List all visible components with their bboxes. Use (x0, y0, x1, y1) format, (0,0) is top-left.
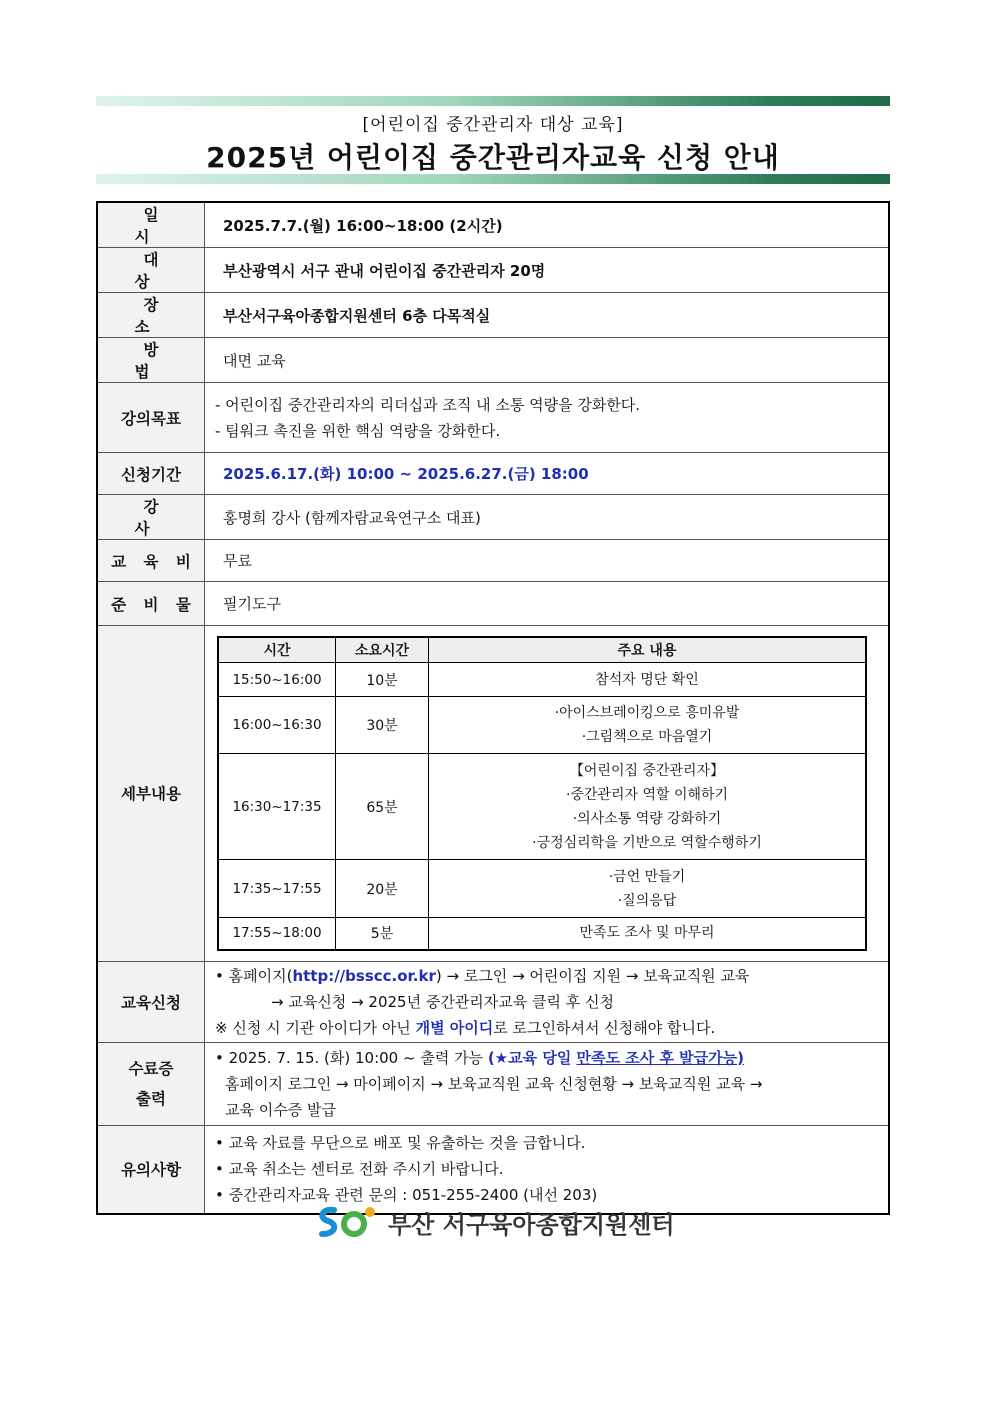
schedule-content-line: 【어린이집 중간관리자】 (569, 762, 725, 779)
label-goal: 강의목표 (97, 383, 205, 453)
schedule-content-line: ·아이스브레이킹으로 흥미유발 (554, 705, 740, 721)
schedule-duration: 5분 (336, 918, 429, 950)
schedule-header-time: 시간 (218, 637, 336, 663)
header-decoration-bar-bottom (96, 174, 890, 184)
schedule-time: 15:50~16:00 (218, 663, 336, 697)
document-subtitle: [어린이집 중간관리자 대상 교육] (362, 115, 624, 135)
label-apply: 교육신청 (97, 961, 205, 1042)
schedule-content-line: ·질의응답 (617, 892, 677, 909)
header-decoration-bar-top (96, 96, 890, 106)
value-apply (205, 961, 890, 1042)
label-notes: 유의사항 (97, 1125, 205, 1214)
schedule-content-line: 만족도 조사 및 마무리 (579, 925, 715, 942)
apply-highlight: 개별 아이디 (415, 1018, 494, 1037)
schedule-content-line: ·긍정심리학을 기반으로 역할수행하기 (532, 834, 762, 851)
row-method (97, 338, 889, 383)
schedule-header-duration: 소요시간 (336, 637, 429, 663)
schedule-row (218, 860, 866, 918)
row-certificate (97, 1042, 889, 1125)
schedule-time: 17:55~18:00 (218, 918, 336, 950)
schedule-duration: 30분 (336, 697, 429, 754)
row-fee (97, 540, 889, 582)
goal-line: - 팀워크 촉진을 위한 핵심 역량을 강화한다. (215, 421, 501, 440)
goal-line: - 어린이집 중간관리자의 리더십과 조직 내 소통 역량을 강화한다. (215, 395, 641, 414)
schedule-content (429, 754, 867, 860)
value-goal (205, 383, 890, 453)
certificate-line-2: 홈페이지 로그인 → 마이페이지 → 보육교직원 교육 신청현황 → 보육교직원 교육 → (225, 1074, 763, 1093)
value-date: 2025.7.7.(월) 16:00~18:00 (2시간) (205, 202, 890, 248)
row-notes (97, 1125, 889, 1214)
apply-line-3 (215, 1015, 888, 1041)
apply-line-3-suffix: 로 로그인하셔서 신청해야 합니다. (493, 1018, 716, 1037)
value-place: 부산서구육아종합지원센터 6층 다목적실 (205, 293, 890, 338)
row-lecturer (97, 495, 889, 540)
homepage-link[interactable]: http://bsscc.or.kr (292, 966, 436, 985)
value-lecturer: 홍명희 강사 (함께자람교육연구소 대표) (205, 495, 890, 540)
schedule-duration: 20분 (336, 860, 429, 918)
certificate-line-1 (215, 1045, 888, 1071)
schedule-table (217, 636, 867, 951)
footer-logo (316, 1203, 675, 1241)
label-certificate (97, 1042, 205, 1125)
footer-org-name: 부산 서구육아종합지원센터 (388, 1210, 675, 1239)
schedule-row (218, 663, 866, 697)
row-period (97, 453, 889, 495)
label-target: 대 상 (97, 248, 205, 293)
label-detail: 세부내용 (97, 626, 205, 962)
row-apply (97, 961, 889, 1042)
label-method: 방 법 (97, 338, 205, 383)
apply-line-1-suffix: ) → 로그인 → 어린이집 지원 → 보육교직원 교육 (435, 966, 750, 985)
info-table (96, 201, 890, 1215)
value-fee: 무료 (205, 540, 890, 582)
value-method: 대면 교육 (205, 338, 890, 383)
schedule-content-line: ·금언 만들기 (608, 868, 686, 885)
label-supplies: 준 비 물 (97, 582, 205, 626)
apply-line-1 (215, 963, 888, 989)
label-place: 장 소 (97, 293, 205, 338)
value-period: 2025.6.17.(화) 10:00 ~ 2025.6.27.(금) 18:00 (205, 453, 890, 495)
row-target (97, 248, 889, 293)
schedule-time: 16:30~17:35 (218, 754, 336, 860)
row-place (97, 293, 889, 338)
label-lecturer: 강 사 (97, 495, 205, 540)
label-certificate-line-1: 수료증 (128, 1059, 174, 1078)
center-logo-icon (316, 1204, 380, 1240)
schedule-row (218, 697, 866, 754)
value-detail (205, 626, 890, 962)
row-supplies (97, 582, 889, 626)
schedule-content (429, 663, 867, 697)
schedule-duration: 10분 (336, 663, 429, 697)
label-certificate-line-2: 출력 (136, 1089, 166, 1108)
schedule-time: 16:00~16:30 (218, 697, 336, 754)
value-certificate (205, 1042, 890, 1125)
certificate-line-3: 교육 이수증 발급 (225, 1100, 336, 1119)
label-fee: 교 육 비 (97, 540, 205, 582)
value-notes (205, 1125, 890, 1214)
notes-line: • 교육 취소는 센터로 전화 주시기 바랍니다. (215, 1160, 504, 1179)
label-date: 일 시 (97, 202, 205, 248)
schedule-content-line: 참석자 명단 확인 (595, 671, 699, 688)
row-date (97, 202, 889, 248)
apply-line-2: → 교육신청 → 2025년 중간관리자교육 클릭 후 신청 (271, 992, 615, 1011)
schedule-header-row (218, 637, 866, 663)
schedule-content-line: ·의사소통 역량 강화하기 (572, 810, 722, 827)
schedule-row (218, 918, 866, 950)
schedule-row (218, 754, 866, 860)
notes-line: • 교육 자료를 무단으로 배포 및 유출하는 것을 금합니다. (215, 1134, 586, 1153)
schedule-duration: 65분 (336, 754, 429, 860)
certificate-note-b: 만족도 조사 후 발급가능) (576, 1048, 744, 1067)
schedule-content (429, 697, 867, 754)
schedule-content (429, 860, 867, 918)
row-detail (97, 626, 889, 962)
schedule-header-content: 주요 내용 (429, 637, 867, 663)
schedule-content (429, 918, 867, 950)
apply-line-1-prefix: • 홈페이지( (215, 966, 293, 985)
notes-line: • 중간관리자교육 관련 문의 : 051-255-2400 (내선 203) (215, 1186, 598, 1205)
value-supplies: 필기도구 (205, 582, 890, 626)
document-title: 2025년 어린이집 중간관리자교육 신청 안내 (206, 141, 780, 174)
schedule-time: 17:35~17:55 (218, 860, 336, 918)
certificate-line-1-prefix: • 2025. 7. 15. (화) 10:00 ~ 출력 가능 (215, 1048, 488, 1067)
label-period: 신청기간 (97, 453, 205, 495)
schedule-content-line: ·그림책으로 마음열기 (581, 729, 713, 745)
row-goal (97, 383, 889, 453)
schedule-content-line: ·중간관리자 역할 이해하기 (565, 786, 729, 803)
apply-line-3-prefix: ※ 신청 시 기관 아이디가 아닌 (215, 1018, 416, 1037)
certificate-note-a: (★교육 당일 (487, 1048, 577, 1067)
value-target: 부산광역시 서구 관내 어린이집 중간관리자 20명 (205, 248, 890, 293)
